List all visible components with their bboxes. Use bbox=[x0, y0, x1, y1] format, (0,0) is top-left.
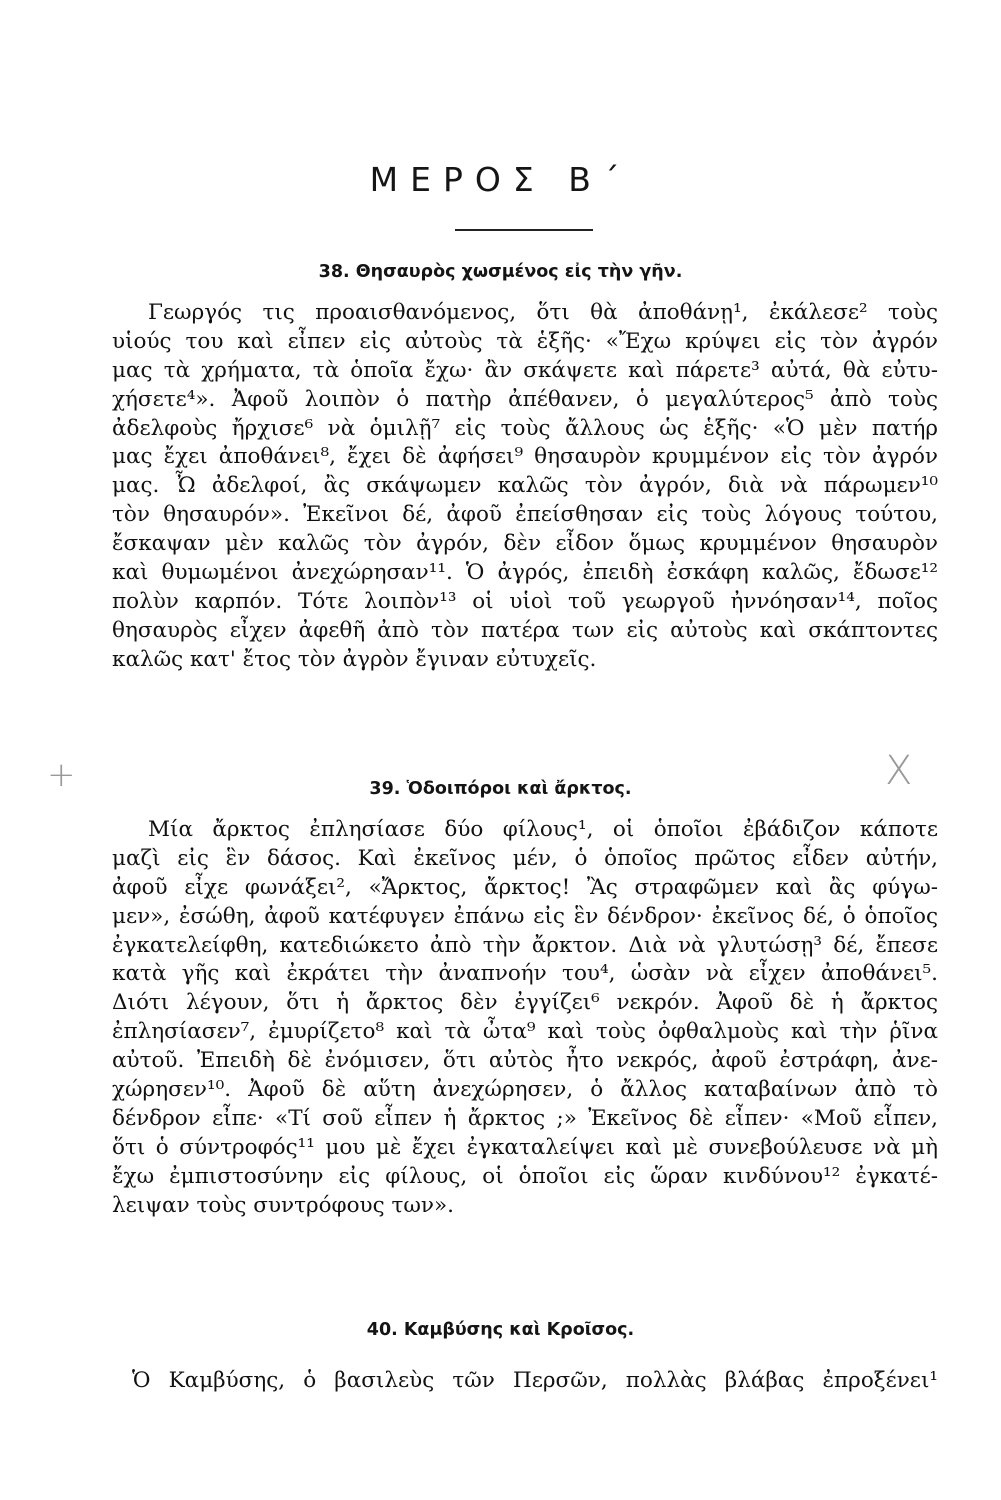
text-line: Γεωργός τις προαισθανόμενος, ὅτι θὰ ἀποθάνῃ¹, ἐκάλεσε² τοὺς bbox=[148, 300, 938, 325]
text-line: μεν», ἐσώθη, ἀφοῦ κατέφυγεν ἐπάνω εἰς ἓν δένδρον· ἐκεῖνος δέ, ὁ ὁποῖος bbox=[112, 903, 938, 929]
text-line: λειψαν τοὺς συντρόφους των». bbox=[112, 1192, 454, 1218]
text-line: μας ἔχει ἀποθάνει⁸, ἔχει δὲ ἀφήσει⁹ θησαυρὸν κρυμμένον εἰς τὸν ἀγρόν bbox=[112, 444, 938, 470]
text-line: καλῶς κατ' ἔτος τὸν ἀγρὸν ἔγιναν εὐτυχεῖς. bbox=[112, 646, 597, 672]
text-line: χώρησεν¹⁰. Ἀφοῦ δὲ αὕτη ἀνεχώρησεν, ὁ ἄλλος καταβαίνων ἀπὸ τὸ bbox=[112, 1077, 938, 1103]
text-line: καὶ θυμωμένοι ἀνεχώρησαν¹¹. Ὁ ἀγρός, ἐπειδὴ ἐσκάφη καλῶς, ἔδωσε¹² bbox=[112, 560, 938, 586]
text-line: ἐπλησίασεν⁷, ἐμυρίζετο⁸ καὶ τὰ ὦτα⁹ καὶ τοὺς ὀφθαλμοὺς καὶ τὴν ῥῖνα bbox=[112, 1019, 938, 1045]
margin-mark-right: X bbox=[885, 748, 913, 794]
text-line: πολὺν καρπόν. Τότε λοιπὸν¹³ οἱ υἱοὶ τοῦ γεωργοῦ ἠννόησαν¹⁴, ποῖος bbox=[112, 588, 938, 614]
text-line: ἀφοῦ εἶχε φωνάξει², «Ἄρκτος, ἄρκτος! Ἂς στραφῶμεν καὶ ἂς φύγω- bbox=[112, 874, 938, 900]
text-line: χήσετε⁴». Ἀφοῦ λοιπὸν ὁ πατὴρ ἀπέθανεν, ὁ μεγαλύτερος⁵ ἀπὸ τοὺς bbox=[112, 386, 938, 412]
text-line: αὐτοῦ. Ἐπειδὴ δὲ ἐνόμισεν, ὅτι αὐτὸς ἦτο νεκρός, ἀφοῦ ἐστράφη, ἀνε- bbox=[112, 1048, 938, 1074]
section-38-text bbox=[112, 299, 938, 675]
text-line: ὅτι ὁ σύντροφός¹¹ μου μὲ ἔχει ἐγκαταλείψει καὶ μὲ συνεβούλευσε νὰ μὴ bbox=[112, 1134, 938, 1160]
text-line: ἔσκαψαν μὲν καλῶς τὸν ἀγρόν, δὲν εἶδον ὅμως κρυμμένον θησαυρὸν bbox=[112, 531, 938, 557]
section-39-heading: 39. Ὁδοιπόροι καὶ ἄρκτος. bbox=[369, 779, 632, 799]
text-line: Διότι λέγουν, ὅτι ἡ ἄρκτος δὲν ἐγγίζει⁶ νεκρόν. Ἀφοῦ δὲ ἡ ἄρκτος bbox=[112, 990, 938, 1016]
text-line: κατὰ γῆς καὶ ἐκράτει τὴν ἀναπνοήν του⁴, ὡσὰν νὰ εἶχεν ἀποθάνει⁵. bbox=[112, 961, 938, 987]
text-line: δένδρον εἶπε· «Τί σοῦ εἶπεν ἡ ἄρκτος ;» Ἐκεῖνος δὲ εἶπεν· «Μοῦ εἶπεν, bbox=[112, 1105, 938, 1131]
section-39-text bbox=[112, 816, 938, 1220]
part-title: ΜΕΡΟΣ Β΄ bbox=[369, 160, 632, 199]
text-line: υἱούς του καὶ εἶπεν εἰς αὐτοὺς τὰ ἑξῆς· «Ἔχω κρύψει εἰς τὸν ἀγρόν bbox=[112, 328, 938, 354]
text-line: τὸν θησαυρόν». Ἐκεῖνοι δέ, ἀφοῦ ἐπείσθησαν εἰς τοὺς λόγους τούτου, bbox=[112, 502, 938, 528]
text-line: μας τὰ χρήματα, τὰ ὁποῖα ἔχω· ἂν σκάψετε καὶ πάρετε³ αὐτά, θὰ εὐτυ- bbox=[112, 357, 938, 383]
title-underline bbox=[455, 229, 593, 231]
text-line: θησαυρὸς εἶχεν ἀφεθῆ ἀπὸ τὸν πατέρα των εἰς αὐτοὺς καὶ σκάπτοντες bbox=[112, 617, 938, 643]
section-38-heading: 38. Θησαυρὸς χωσμένος εἰς τὴν γῆν. bbox=[318, 262, 683, 282]
text-line: ἀδελφοὺς ἤρχισε⁶ νὰ ὁμιλῇ⁷ εἰς τοὺς ἄλλους ὡς ἑξῆς· «Ὁ μὲν πατήρ bbox=[112, 415, 938, 441]
margin-mark-left: + bbox=[47, 755, 76, 795]
text-line: Ὁ Καμβύσης, ὁ βασιλεὺς τῶν Περσῶν, πολλὰς βλάβας ἐπροξένει¹ bbox=[132, 1368, 938, 1393]
section-40-heading: 40. Καμβύσης καὶ Κροῖσος. bbox=[366, 1320, 635, 1340]
text-line: μας. Ὦ ἀδελφοί, ἂς σκάψωμεν καλῶς τὸν ἀγρόν, διὰ νὰ πάρωμεν¹⁰ bbox=[112, 473, 938, 499]
text-line: ἔχω ἐμπιστοσύνην εἰς φίλους, οἱ ὁποῖοι εἰς ὥραν κινδύνου¹² ἐγκατέ- bbox=[112, 1163, 938, 1189]
text-line: μαζὶ εἰς ἓν δάσος. Καὶ ἐκεῖνος μέν, ὁ ὁποῖος πρῶτος εἶδεν αὐτήν, bbox=[112, 845, 938, 871]
section-40-text bbox=[112, 1367, 938, 1396]
text-line: ἐγκατελείφθη, κατεδιώκετο ἀπὸ τὴν ἄρκτον. Διὰ νὰ γλυτώσῃ³ δέ, ἔπεσε bbox=[112, 932, 938, 958]
text-line: Μία ἄρκτος ἐπλησίασε δύο φίλους¹, οἱ ὁποῖοι ἐβάδιζον κάποτε bbox=[148, 817, 938, 842]
